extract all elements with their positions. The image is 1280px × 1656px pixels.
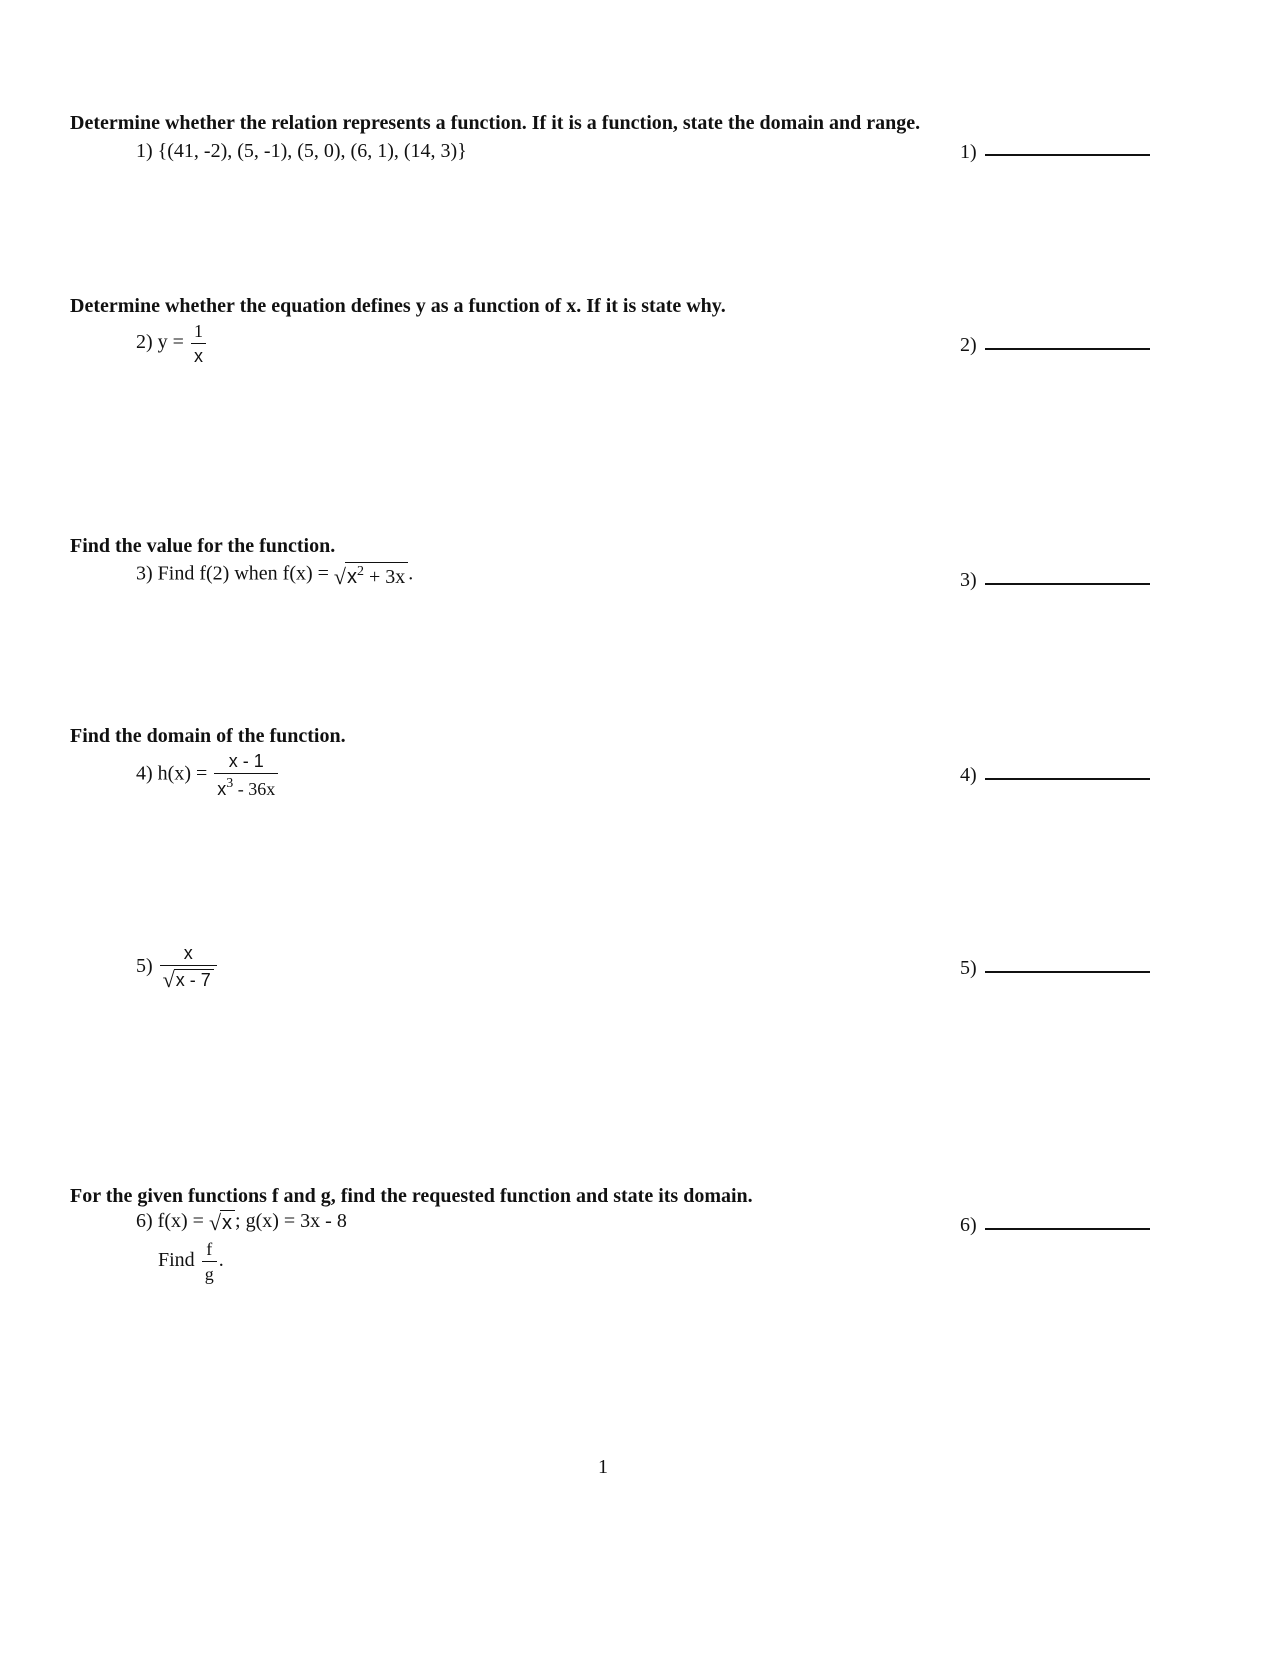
problem-text: {(41, -2), (5, -1), (5, 0), (6, 1), (14, 3)} <box>157 140 467 162</box>
problem-number: 1) <box>136 140 153 162</box>
fraction-denominator: g <box>202 1261 217 1283</box>
answer-line-1[interactable] <box>985 154 1150 156</box>
answer-label-2: 2) <box>960 334 977 356</box>
problem-6-find <box>158 1240 224 1283</box>
f-definition: f(x) = <box>157 1210 204 1232</box>
answer-line-6[interactable] <box>985 1228 1150 1230</box>
instruction-1: Determine whether the relation represents a function. If it is a function, state the domain and range. <box>70 112 921 134</box>
fraction-denominator: x <box>191 343 206 365</box>
problem-number: 2) <box>136 331 153 354</box>
find-label: Find <box>158 1249 195 1272</box>
problem-number: 4) <box>136 762 153 785</box>
function-lhs: h(x) = <box>157 762 208 785</box>
radicand: $x^2 + 3x$ <box>345 562 408 588</box>
find-suffix: . <box>218 1249 224 1272</box>
g-definition: ; g(x) = 3x - 8 <box>235 1210 347 1232</box>
radical-sign-icon: √ <box>208 1210 222 1236</box>
fraction <box>160 944 217 991</box>
answer-line-2[interactable] <box>985 348 1150 350</box>
problem-3 <box>136 562 413 588</box>
problem-number: 6) <box>136 1210 153 1232</box>
page-number: 1 <box>598 1456 608 1478</box>
fraction-denominator: $x^3 - 36x$ <box>214 773 278 798</box>
fraction-numerator: f <box>206 1239 213 1259</box>
fraction <box>191 322 206 365</box>
fraction-numerator: x <box>183 943 193 963</box>
fraction-numerator: 1 <box>193 321 203 341</box>
problem-number: 5) <box>136 955 153 978</box>
answer-label-4: 4) <box>960 764 977 786</box>
radicand: x - 7 <box>174 969 214 991</box>
instruction-5: For the given functions f and g, find the requested function and state its domain. <box>70 1185 753 1207</box>
problem-suffix: . <box>408 562 414 585</box>
problem-4 <box>136 752 280 798</box>
answer-label-5: 5) <box>960 957 977 979</box>
square-root <box>334 562 408 588</box>
instruction-2: Determine whether the equation defines y as a function of x. If it is state why. <box>70 295 726 317</box>
problem-5 <box>136 944 219 991</box>
radical-sign-icon: √ <box>333 564 346 589</box>
problem-1 <box>136 140 467 163</box>
answer-line-3[interactable] <box>985 583 1150 585</box>
answer-label-1: 1) <box>960 141 977 163</box>
fraction <box>202 1240 217 1283</box>
problem-number: 3) <box>136 562 153 585</box>
answer-label-6: 6) <box>960 1214 977 1236</box>
fraction-denominator <box>160 965 217 991</box>
answer-line-4[interactable] <box>985 778 1150 780</box>
problem-prefix: Find f(2) when f(x) = <box>157 562 329 585</box>
answer-line-5[interactable] <box>985 971 1150 973</box>
equation-lhs: y = <box>157 331 184 354</box>
radicand: x <box>220 1210 235 1234</box>
fraction <box>214 752 278 798</box>
instruction-3: Find the value for the function. <box>70 535 336 557</box>
square-root <box>209 1210 235 1234</box>
square-root <box>163 969 214 991</box>
fraction-numerator: x - 1 <box>228 751 264 771</box>
radical-sign-icon: √ <box>162 967 175 992</box>
answer-label-3: 3) <box>960 569 977 591</box>
problem-6 <box>136 1210 347 1234</box>
problem-2 <box>136 322 208 365</box>
instruction-4: Find the domain of the function. <box>70 725 346 747</box>
